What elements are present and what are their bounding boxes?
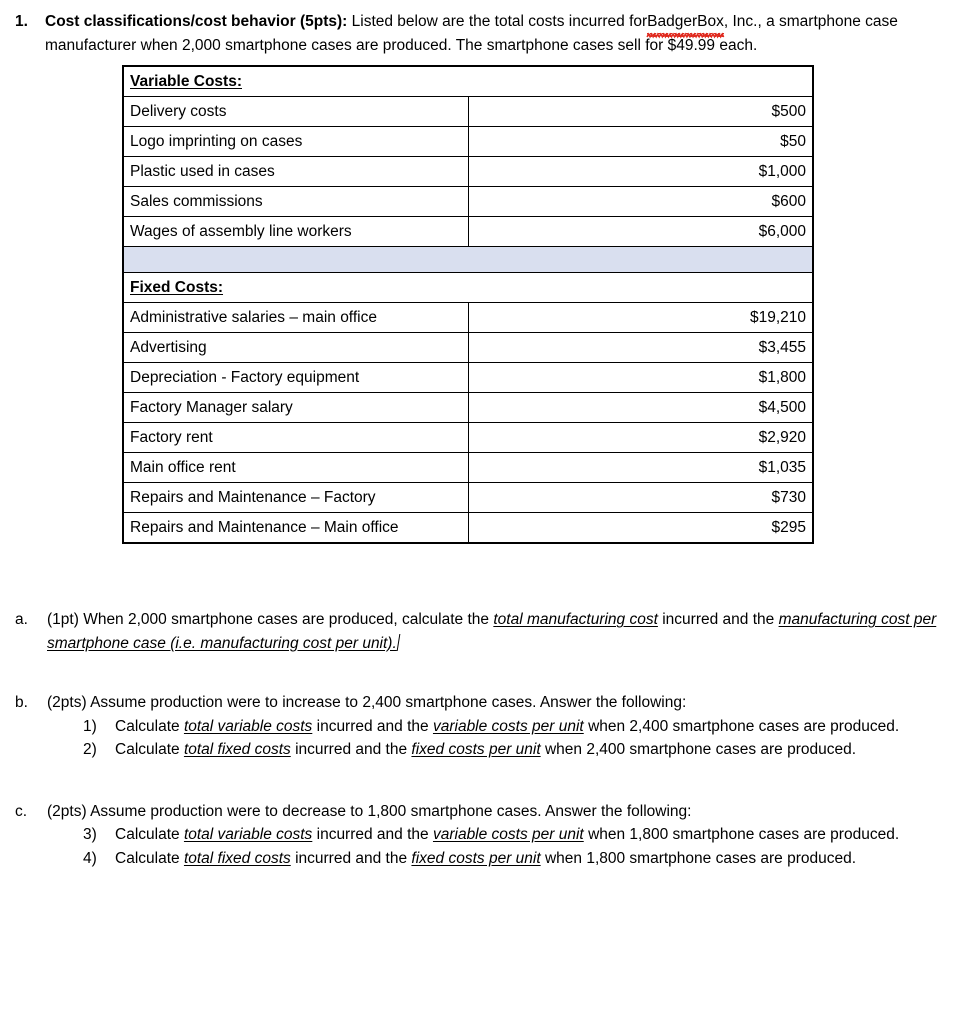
- sub-item-marker: 4): [83, 849, 97, 867]
- table-row-fixed-header: [123, 273, 813, 303]
- cost-item-amount: $50: [468, 127, 813, 157]
- cost-item-label: Repairs and Maintenance – Factory: [123, 483, 468, 513]
- misspelled-word-text: BadgerBox: [647, 13, 724, 30]
- sub-item-emphasis-1: total variable costs: [183, 826, 313, 844]
- cost-item-amount: $1,800: [468, 363, 813, 393]
- cost-item-amount: $600: [468, 187, 813, 217]
- cost-item-amount: $4,500: [468, 393, 813, 423]
- question-1-text: [45, 10, 950, 57]
- part-b-sublist: [15, 715, 945, 762]
- cost-table-container: [122, 65, 814, 544]
- part-a-text1: When 2,000 smartphone cases are produced, calculate the: [83, 611, 490, 629]
- question-intro-part2: , Inc., a smartphone case manufacturer when 2,000 smartphone cases are produced. The smartphone cases sell for $49.99 each.: [45, 13, 898, 54]
- table-row: [123, 333, 813, 363]
- table-row: [123, 97, 813, 127]
- question-number: 1.: [15, 13, 28, 30]
- table-row: [123, 453, 813, 483]
- cost-item-amount: $6,000: [468, 217, 813, 247]
- table-row-variable-header: [123, 66, 813, 97]
- sub-item-emphasis-2: fixed costs per unit: [411, 741, 541, 759]
- part-c-sublist: [15, 823, 945, 870]
- part-a-emphasis-1: total manufacturing cost: [493, 611, 658, 629]
- cost-item-label: Sales commissions: [123, 187, 468, 217]
- sub-item-emphasis-2: fixed costs per unit: [411, 849, 541, 867]
- question-title: Cost classifications/cost behavior (5pts):: [45, 13, 348, 30]
- fixed-costs-header: Fixed Costs:: [123, 273, 813, 303]
- cost-item-amount: $19,210: [468, 303, 813, 333]
- cost-item-label: Logo imprinting on cases: [123, 127, 468, 157]
- sub-item-emphasis-1: total fixed costs: [183, 741, 291, 759]
- sub-item-marker: 2): [83, 741, 97, 759]
- cost-item-amount: $1,000: [468, 157, 813, 187]
- part-b-points: (2pts): [47, 694, 87, 712]
- sub-item-text3: when 1,800 smartphone cases are produced.: [544, 849, 857, 867]
- table-row: [123, 483, 813, 513]
- sub-item-emphasis-1: total fixed costs: [183, 849, 291, 867]
- part-a: [0, 608, 980, 655]
- cost-item-label: Main office rent: [123, 453, 468, 483]
- table-row: [123, 187, 813, 217]
- part-a-text2: incurred and the: [662, 611, 775, 629]
- sub-item-text2: incurred and the: [295, 849, 408, 867]
- spacer-after-table: [0, 544, 980, 608]
- list-item: [83, 847, 945, 871]
- misspelled-word: [647, 10, 724, 34]
- sub-item-text1: Calculate: [115, 826, 180, 844]
- cost-item-label: Factory rent: [123, 423, 468, 453]
- part-c-lead: [47, 800, 945, 824]
- sub-item-text3: when 2,400 smartphone cases are produced.: [544, 741, 857, 759]
- cost-item-label: Administrative salaries – main office: [123, 303, 468, 333]
- part-a-emphasis-2: manufacturing cost per smartphone case (i.e. manufacturing cost per unit).: [47, 611, 937, 652]
- spacer-after-part-b: [0, 762, 980, 800]
- cost-item-amount: $3,455: [468, 333, 813, 363]
- sub-item-text2: incurred and the: [316, 826, 429, 844]
- spacer-after-part-a: [0, 655, 980, 691]
- question-intro-part1: Listed below are the total costs incurred for: [351, 13, 648, 30]
- sub-item-text3: when 2,400 smartphone cases are produced.: [588, 717, 900, 735]
- part-c: [0, 800, 980, 871]
- cost-item-label: Depreciation - Factory equipment: [123, 363, 468, 393]
- sub-item-emphasis-2: variable costs per unit: [432, 826, 584, 844]
- cost-item-label: Delivery costs: [123, 97, 468, 127]
- part-a-text: [47, 608, 945, 655]
- part-b-lead-text: Assume production were to increase to 2,400 smartphone cases. Answer the following:: [90, 694, 687, 712]
- part-b-lead: [47, 691, 945, 715]
- sub-item-text2: incurred and the: [295, 741, 408, 759]
- cost-item-label: Repairs and Maintenance – Main office: [123, 513, 468, 544]
- part-c-marker: c.: [15, 802, 28, 820]
- sub-item-text1: Calculate: [115, 741, 180, 759]
- cost-table: [122, 65, 814, 544]
- sub-item-text2: incurred and the: [316, 717, 429, 735]
- table-separator-cell: [123, 247, 813, 273]
- table-row: [123, 157, 813, 187]
- sub-item-text1: Calculate: [115, 849, 180, 867]
- sub-item-text3: when 1,800 smartphone cases are produced.: [588, 826, 900, 844]
- question-1-block: [0, 0, 980, 57]
- list-item: [83, 738, 945, 762]
- sub-item-text1: Calculate: [115, 717, 180, 735]
- cost-item-amount: $1,035: [468, 453, 813, 483]
- cost-item-label: Wages of assembly line workers: [123, 217, 468, 247]
- table-row: [123, 363, 813, 393]
- cost-item-amount: $500: [468, 97, 813, 127]
- cost-item-label: Plastic used in cases: [123, 157, 468, 187]
- spellcheck-squiggle-icon: [647, 33, 724, 39]
- variable-costs-header: Variable Costs:: [123, 66, 813, 97]
- part-b: [0, 691, 980, 762]
- table-row: [123, 127, 813, 157]
- part-a-points: (1pt): [47, 611, 79, 629]
- part-c-lead-text: Assume production were to decrease to 1,800 smartphone cases. Answer the following:: [90, 802, 692, 820]
- part-c-points: (2pts): [47, 802, 87, 820]
- cost-item-amount: $730: [468, 483, 813, 513]
- cost-item-label: Advertising: [123, 333, 468, 363]
- list-item: [83, 715, 945, 739]
- table-row: [123, 423, 813, 453]
- sub-item-marker: 3): [83, 826, 97, 844]
- table-separator-row: [123, 247, 813, 273]
- cost-item-label: Factory Manager salary: [123, 393, 468, 423]
- list-item: [83, 823, 945, 847]
- sub-item-marker: 1): [83, 717, 97, 735]
- sub-item-emphasis-2: variable costs per unit: [432, 717, 584, 735]
- table-row: [123, 393, 813, 423]
- sub-item-emphasis-1: total variable costs: [183, 717, 313, 735]
- part-b-marker: b.: [15, 694, 28, 712]
- cost-item-amount: $295: [468, 513, 813, 544]
- table-row: [123, 217, 813, 247]
- cost-item-amount: $2,920: [468, 423, 813, 453]
- table-row: [123, 513, 813, 544]
- part-a-marker: a.: [15, 611, 28, 629]
- table-row: [123, 303, 813, 333]
